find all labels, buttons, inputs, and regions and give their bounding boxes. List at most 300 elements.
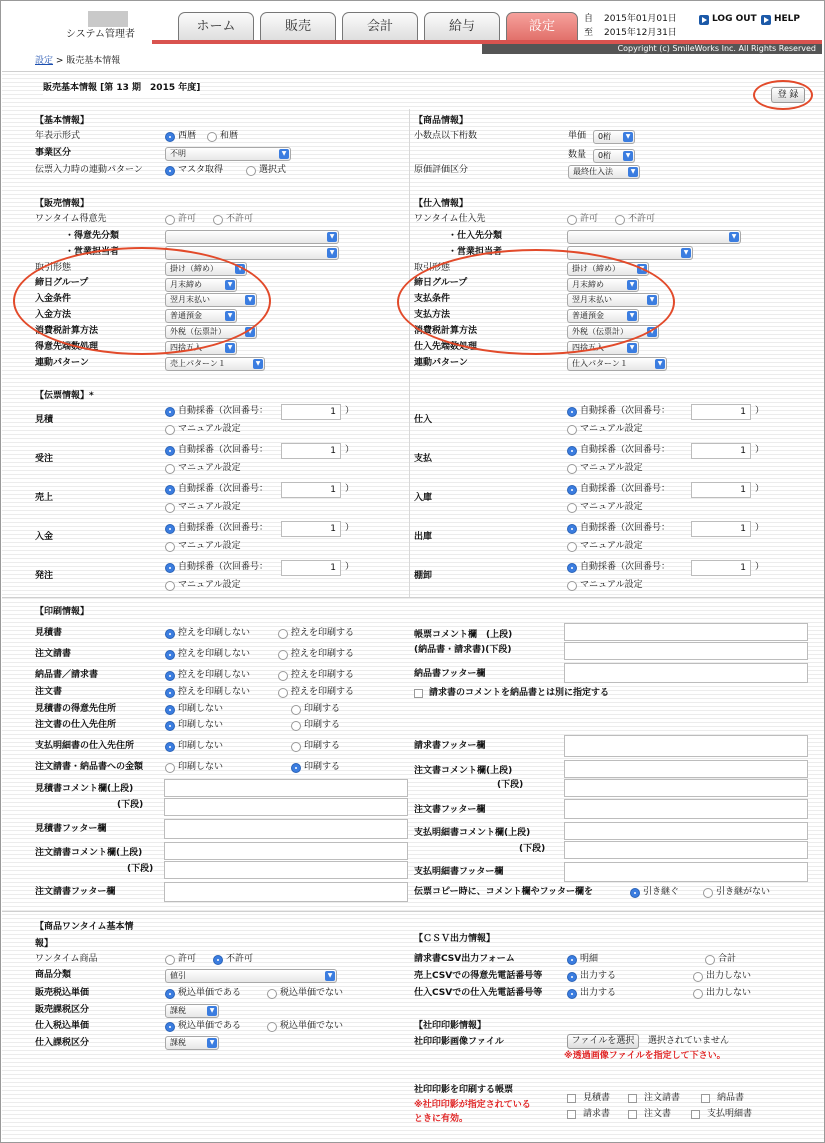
item-sales-kbn-value: 課税: [170, 1006, 186, 1015]
pay-address-yes-radio[interactable]: [291, 742, 301, 752]
order-address-no-radio[interactable]: [165, 721, 175, 731]
chumon-comment-upper-input[interactable]: [164, 842, 408, 860]
logout-icon[interactable]: [699, 15, 709, 25]
denpyo-right-auto-radio-4[interactable]: [567, 563, 577, 573]
copyright-bar: Copyright (c) SmileWorks Inc. All Rights Reserved: [482, 44, 822, 54]
period-from: 2015年01月01日: [604, 14, 677, 24]
purchase-onetime-label: ワンタイム仕入先: [414, 214, 486, 224]
chumon-uke-hikae-no-radio[interactable]: [165, 650, 175, 660]
sales-rounding-label: 得意先端数処理: [35, 342, 99, 352]
order-comment-lower-input[interactable]: [564, 779, 808, 797]
purchase-class-label: ・仕入先分類: [448, 231, 503, 241]
order-footer-label: 注文書フッター欄: [414, 805, 486, 815]
denpyo-close-paren: ）: [755, 523, 765, 533]
csv-sales-noout-radio[interactable]: [693, 972, 703, 982]
chohyo-comment-label: 帳票コメント欄 (上段): [414, 630, 513, 640]
denpyo-auto-label: 自動採番（次回番号：: [178, 562, 269, 572]
mitsu-footer-input[interactable]: [164, 819, 408, 839]
select-label: 選択式: [259, 165, 287, 175]
seal-seikyu-checkbox[interactable]: [567, 1110, 576, 1119]
qty-value: 0桁: [598, 151, 612, 160]
period-to: 2015年12月31日: [604, 28, 677, 38]
denpyo-right-manual-radio-0[interactable]: [567, 425, 577, 435]
mitsu-comment-label: 見積書コメント欄(上段): [35, 784, 134, 794]
seal-warning: ※透過画像ファイルを指定して下さい。: [564, 1051, 726, 1061]
denpyo-left-label-0: 見積: [35, 415, 54, 425]
chumon-comment-lower-input[interactable]: [164, 861, 408, 879]
no-print-label: 印刷しない: [178, 704, 224, 714]
denpyo-left-manual-radio-0[interactable]: [165, 425, 175, 435]
sales-torihiki-value: 掛け（締め）: [170, 264, 218, 273]
denpyo-left-auto-radio-4[interactable]: [165, 563, 175, 573]
denpyo-left-next-number-4[interactable]: 1: [281, 560, 341, 576]
unit-price-label: 単価: [568, 131, 587, 141]
denpyo-left-auto-radio-1[interactable]: [165, 446, 175, 456]
denpyo-right-manual-radio-3[interactable]: [567, 542, 577, 552]
purchase-torihiki-value: 掛け（締め）: [572, 264, 620, 273]
denpyo-left-label-2: 売上: [35, 493, 54, 503]
purchase-rendo-select[interactable]: [567, 357, 667, 371]
csv-purchase-tel-label: 仕入CSVでの仕入先電話番号等: [414, 988, 543, 998]
tab-settings[interactable]: 設定: [506, 12, 578, 42]
chevron-down-icon: ▼: [225, 343, 235, 353]
sales-deny-radio[interactable]: [213, 215, 223, 225]
hikae-yes-label: 控えを印刷する: [291, 670, 355, 680]
tax-excl-label: 税込単価でない: [280, 1021, 344, 1031]
denpyo-manual-label: マニュアル設定: [178, 580, 241, 590]
item-sales-kbn-label: 販売課税区分: [35, 1005, 90, 1015]
csv-sales-out-radio[interactable]: [567, 972, 577, 982]
csv-sales-tel-label: 売上CSVでの得意先電話番号等: [414, 971, 543, 981]
pay-method-label: 支払方法: [414, 310, 451, 320]
mitsu-comment-upper-input[interactable]: [164, 779, 408, 797]
sales-tax-excl-radio[interactable]: [267, 989, 277, 999]
item-deny-radio[interactable]: [213, 955, 223, 965]
sales-class-label: ・得意先分類: [65, 231, 120, 241]
copy-nokeep-radio[interactable]: [703, 888, 713, 898]
chevron-down-icon: ▼: [245, 295, 255, 305]
nohin-footer-input[interactable]: [564, 663, 808, 683]
seal-section-title: 【社印印影情報】: [414, 1021, 487, 1031]
seal-seikyu-label: 請求書: [583, 1109, 611, 1119]
chevron-down-icon: ▼: [327, 232, 337, 242]
purchase-rendo-value: 仕入パターン１: [572, 359, 628, 368]
denpyo-auto-label: 自動採番（次回番号：: [580, 445, 671, 455]
denpyo-close-paren: ）: [755, 484, 765, 494]
chevron-down-icon: ▼: [207, 1006, 217, 1016]
denpyo-right-label-4: 棚卸: [414, 571, 433, 581]
seireki-radio[interactable]: [165, 132, 175, 142]
chevron-down-icon: ▼: [623, 132, 633, 142]
nyukin-method-value: 普通預金: [170, 311, 202, 320]
purchase-rendo-label: 連動パターン: [414, 358, 468, 368]
annotation-ellipse-register: [753, 80, 813, 110]
order-footer-input[interactable]: [564, 799, 808, 819]
denpyo-close-paren: ）: [345, 562, 355, 572]
denpyo-left-auto-radio-0[interactable]: [165, 407, 175, 417]
seal-note-1: ※社印印影が指定されている: [414, 1100, 531, 1110]
chevron-down-icon: ▼: [207, 1038, 217, 1048]
rendo-label: 伝票入力時の連動パターン: [35, 165, 143, 175]
product-section-title: 【商品情報】: [414, 116, 469, 126]
denpyo-manual-label: マニュアル設定: [178, 424, 241, 434]
tab-home[interactable]: ホーム: [178, 12, 254, 42]
denpyo-right-label-1: 支払: [414, 454, 433, 464]
chumon-footer-input[interactable]: [164, 882, 408, 902]
denpyo-left-label-4: 発注: [35, 571, 54, 581]
denpyo-left-manual-radio-3[interactable]: [165, 542, 175, 552]
nohin-hikae-no-radio[interactable]: [165, 671, 175, 681]
denpyo-right-auto-radio-3[interactable]: [567, 524, 577, 534]
purchase-tax-value: 外税（伝票計）: [572, 327, 628, 336]
nohin-hikae-yes-radio[interactable]: [278, 671, 288, 681]
app-header: [2, 2, 824, 54]
sales-torihiki-label: 取引形態: [35, 263, 72, 273]
print-row-chumon: 注文書: [35, 687, 63, 697]
chevron-down-icon: ▼: [627, 280, 637, 290]
denpyo-close-paren: ）: [345, 406, 355, 416]
jigyo-label: 事業区分: [35, 148, 72, 158]
denpyo-section-title: 【伝票情報】*: [35, 391, 94, 401]
wareki-label: 和暦: [220, 131, 239, 141]
hikae-yes-label: 控えを印刷する: [291, 649, 355, 659]
denpyo-right-auto-radio-0[interactable]: [567, 407, 577, 417]
print-row-mitsumori: 見積書: [35, 628, 63, 638]
header-divider: [2, 71, 824, 72]
tab-sales[interactable]: 販売: [260, 12, 336, 42]
denpyo-manual-label: マニュアル設定: [178, 541, 241, 551]
purchase-allow-radio[interactable]: [567, 215, 577, 225]
print-label: 印刷する: [304, 704, 341, 714]
copy-nokeep-label: 引き継がない: [716, 887, 771, 897]
denpyo-auto-label: 自動採番（次回番号：: [178, 406, 269, 416]
nohin-footer-label: 納品書フッター欄: [414, 669, 486, 679]
pay-cond-label: 支払条件: [414, 294, 451, 304]
denpyo-right-next-number-1[interactable]: 1: [691, 443, 751, 459]
hikae-no-label: 控えを印刷しない: [178, 628, 251, 638]
denpyo-left-manual-radio-4[interactable]: [165, 581, 175, 591]
denpyo-left-manual-radio-1[interactable]: [165, 464, 175, 474]
wareki-radio[interactable]: [207, 132, 217, 142]
qty-label: 数量: [568, 150, 587, 160]
seal-note-2: ときに有効。: [414, 1114, 469, 1124]
purchase-rounding-label: 仕入先端数処理: [414, 342, 478, 352]
chohyo-comment-upper-input[interactable]: [564, 623, 808, 641]
copy-keep-radio[interactable]: [630, 888, 640, 898]
shiharai-comment-label: 支払明細書コメント欄(上段): [414, 828, 531, 838]
item-purchase-tax-label: 仕入税込単価: [35, 1021, 90, 1031]
chevron-down-icon: ▼: [225, 311, 235, 321]
denpyo-right-manual-radio-1[interactable]: [567, 464, 577, 474]
print-row-mitsu-address: 見積書の得意先住所: [35, 704, 117, 714]
chumon-footer-label: 注文請書フッター欄: [35, 887, 116, 897]
hikae-no-label: 控えを印刷しない: [178, 649, 251, 659]
separate-comment-checkbox[interactable]: [414, 689, 423, 698]
denpyo-right-manual-radio-2[interactable]: [567, 503, 577, 513]
help-icon[interactable]: [761, 15, 771, 25]
denpyo-left-auto-radio-3[interactable]: [165, 524, 175, 534]
chumon-comment-label: 注文請書コメント欄(上段): [35, 848, 143, 858]
order-address-yes-radio[interactable]: [291, 721, 301, 731]
sales-allow-label: 許可: [178, 214, 197, 224]
purchase-staff-label: ・営業担当者: [448, 247, 503, 257]
item-bunrui-value: 値引: [170, 971, 186, 980]
seal-nohin-checkbox[interactable]: [701, 1094, 710, 1103]
denpyo-right-label-3: 出庫: [414, 532, 433, 542]
purchase-deny-radio[interactable]: [615, 215, 625, 225]
help-link[interactable]: HELP: [774, 14, 801, 24]
breadcrumb-separator: >: [53, 56, 67, 66]
tab-accounting[interactable]: 会計: [342, 12, 418, 42]
denpyo-right-auto-radio-1[interactable]: [567, 446, 577, 456]
item-bunrui-select[interactable]: [165, 969, 337, 983]
chevron-down-icon: ▼: [647, 295, 657, 305]
denpyo-right-next-number-3[interactable]: 1: [691, 521, 751, 537]
csv-meisai-radio[interactable]: [567, 955, 577, 965]
chevron-down-icon: ▼: [327, 248, 337, 258]
mitsu-address-yes-radio[interactable]: [291, 705, 301, 715]
chumon-hikae-yes-radio[interactable]: [278, 688, 288, 698]
csv-purchase-out-radio[interactable]: [567, 989, 577, 999]
print-row-amount: 注文請書・納品書への金額: [35, 762, 144, 772]
annotation-ellipse-sales: [13, 247, 271, 355]
seal-nohin-label: 納品書: [717, 1093, 745, 1103]
chevron-down-icon: ▼: [279, 149, 289, 159]
tax-excl-label: 税込単価でない: [280, 988, 344, 998]
chevron-down-icon: ▼: [225, 280, 235, 290]
print-divider: [2, 597, 824, 598]
seal-mitsumori-checkbox[interactable]: [567, 1094, 576, 1103]
sales-onetime-label: ワンタイム得意先: [35, 214, 107, 224]
mitsu-comment-lower-input[interactable]: [164, 798, 408, 816]
denpyo-left-label-1: 受注: [35, 454, 54, 464]
chumon-uke-hikae-yes-radio[interactable]: [278, 650, 288, 660]
cost-method-select[interactable]: [568, 165, 640, 179]
print-row-order-address: 注文書の仕入先住所: [35, 720, 117, 730]
chumon-comment-lower-label: (下段): [127, 864, 154, 874]
print-label: 印刷する: [304, 720, 341, 730]
amount-yes-radio[interactable]: [291, 763, 301, 773]
sales-rounding-value: 四捨五入: [170, 343, 202, 352]
mitsumori-hikae-no-radio[interactable]: [165, 629, 175, 639]
seal-chumon-label: 注文書: [644, 1109, 672, 1119]
amount-no-radio[interactable]: [165, 763, 175, 773]
shiharai-comment-upper-input[interactable]: [564, 822, 808, 840]
seal-shiharai-checkbox[interactable]: [691, 1110, 700, 1119]
print-row-pay-address: 支払明細書の仕入先住所: [35, 741, 135, 751]
denpyo-right-next-number-4[interactable]: 1: [691, 560, 751, 576]
unit-price-select[interactable]: [593, 130, 635, 144]
denpyo-right-next-number-0[interactable]: 1: [691, 404, 751, 420]
purchase-tax-excl-radio[interactable]: [267, 1022, 277, 1032]
hikae-no-label: 控えを印刷しない: [178, 687, 251, 697]
shiharai-comment-lower-label: (下段): [519, 844, 546, 854]
master-label: マスタ取得: [178, 165, 224, 175]
mitsumori-hikae-yes-radio[interactable]: [278, 629, 288, 639]
page-title: 販売基本情報 [第 13 期 2015 年度]: [43, 83, 201, 93]
item-onetime-label: ワンタイム商品: [35, 954, 98, 964]
denpyo-manual-label: マニュアル設定: [580, 463, 643, 473]
sales-tax-label: 消費税計算方法: [35, 326, 99, 336]
denpyo-left-label-3: 入金: [35, 532, 54, 542]
pay-address-no-radio[interactable]: [165, 742, 175, 752]
denpyo-left-auto-radio-2[interactable]: [165, 485, 175, 495]
hikae-yes-label: 控えを印刷する: [291, 628, 355, 638]
csv-meisai-label: 明細: [580, 954, 599, 964]
csv-purchase-noout-radio[interactable]: [693, 989, 703, 999]
seal-chumon-checkbox[interactable]: [628, 1110, 637, 1119]
print-row-nohin: 納品書／請求書: [35, 670, 99, 680]
shiharai-comment-lower-input[interactable]: [564, 841, 808, 859]
denpyo-right-label-2: 入庫: [414, 493, 433, 503]
sales-tax-incl-radio[interactable]: [165, 989, 175, 999]
shiharai-footer-input[interactable]: [564, 862, 808, 882]
seikyu-footer-input[interactable]: [564, 735, 808, 757]
denpyo-left-next-number-0[interactable]: 1: [281, 404, 341, 420]
jigyo-value: 不明: [170, 149, 186, 158]
chevron-down-icon: ▼: [627, 343, 637, 353]
item-sales-kbn-select[interactable]: [165, 1004, 219, 1018]
denpyo-auto-label: 自動採番（次回番号：: [580, 562, 671, 572]
mitsu-address-no-radio[interactable]: [165, 705, 175, 715]
jigyo-select[interactable]: [165, 147, 291, 161]
sales-rendo-select[interactable]: [165, 357, 265, 371]
denpyo-left-manual-radio-2[interactable]: [165, 503, 175, 513]
csv-section-title: 【ＣＳＶ出力情報】: [414, 934, 496, 944]
sales-class-select[interactable]: [165, 230, 339, 244]
seal-chumon-uke-checkbox[interactable]: [628, 1094, 637, 1103]
denpyo-auto-label: 自動採番（次回番号：: [178, 484, 269, 494]
no-print-label: 印刷しない: [178, 741, 224, 751]
tab-payroll[interactable]: 給与: [424, 12, 500, 42]
company-logo: [88, 11, 128, 27]
sales-shime-value: 月末締め: [170, 280, 202, 289]
denpyo-manual-label: マニュアル設定: [178, 463, 241, 473]
denpyo-manual-label: マニュアル設定: [580, 541, 643, 551]
seal-shiharai-label: 支払明細書: [707, 1109, 753, 1119]
csv-form-label: 請求書CSV出力フォーム: [414, 954, 515, 964]
chevron-down-icon: ▼: [253, 359, 263, 369]
denpyo-close-paren: ）: [345, 523, 355, 533]
denpyo-left-next-number-1[interactable]: 1: [281, 443, 341, 459]
denpyo-close-paren: ）: [345, 484, 355, 494]
item-purchase-kbn-label: 仕入課税区分: [35, 1038, 90, 1048]
nyukin-cond-value: 翌月末払い: [170, 295, 210, 304]
breadcrumb-root[interactable]: 設定: [35, 56, 54, 66]
chohyo-comment-lower-input[interactable]: [564, 642, 808, 660]
seal-file-label: 社印印影画像ファイル: [414, 1037, 504, 1047]
chevron-down-icon: ▼: [325, 971, 335, 981]
purchase-tax-incl-radio[interactable]: [165, 1022, 175, 1032]
denpyo-left-next-number-3[interactable]: 1: [281, 521, 341, 537]
csv-gokei-radio[interactable]: [705, 955, 715, 965]
chevron-down-icon: ▼: [647, 327, 657, 337]
qty-select[interactable]: [593, 149, 635, 163]
decimals-label: 小数点以下桁数: [414, 131, 478, 141]
sales-rendo-value: 売上パターン１: [170, 359, 226, 368]
purchase-class-select[interactable]: [567, 230, 741, 244]
item-section-title: 【商品ワンタイム基本情: [35, 922, 134, 932]
denpyo-manual-label: マニュアル設定: [580, 580, 643, 590]
choose-file-button[interactable]: ファイルを選択: [567, 1034, 639, 1049]
purchase-shime-value: 月末締め: [572, 280, 604, 289]
item-allow-label: 許可: [178, 954, 197, 964]
chevron-down-icon: ▼: [628, 167, 638, 177]
purchase-shime-label: 締日グループ: [414, 278, 468, 288]
print-label: 印刷する: [304, 741, 341, 751]
breadcrumb: [35, 55, 120, 68]
logout-link[interactable]: LOG OUT: [712, 14, 757, 24]
item-purchase-kbn-select[interactable]: [165, 1036, 219, 1050]
select-radio[interactable]: [246, 166, 256, 176]
basic-section-title: 【基本情報】: [35, 116, 90, 126]
period-from-label: 自: [584, 14, 594, 24]
copy-keep-label: 引き継ぐ: [643, 887, 680, 897]
purchase-allow-label: 許可: [580, 214, 599, 224]
register-button[interactable]: 登 録: [771, 87, 805, 103]
user-name: システム管理者: [66, 29, 135, 40]
order-comment-label: 注文書コメント欄(上段): [414, 766, 513, 776]
chevron-down-icon: ▼: [245, 327, 255, 337]
hikae-no-label: 控えを印刷しない: [178, 670, 251, 680]
sales-section-title: 【販売情報】: [35, 199, 90, 209]
mitsu-footer-label: 見積書フッター欄: [35, 824, 107, 834]
item-section-title-cont: 報】: [35, 939, 54, 949]
item-allow-radio[interactable]: [165, 955, 175, 965]
column-divider: [409, 109, 410, 597]
csv-noout-label: 出力しない: [706, 988, 752, 998]
purchase-deny-label: 不許可: [628, 214, 656, 224]
denpyo-manual-label: マニュアル設定: [178, 502, 241, 512]
order-comment-lower-label: (下段): [497, 780, 524, 790]
denpyo-right-manual-radio-4[interactable]: [567, 581, 577, 591]
sales-tax-value: 外税（伝票計）: [170, 327, 226, 336]
denpyo-right-label-0: 仕入: [414, 415, 433, 425]
denpyo-auto-label: 自動採番（次回番号：: [178, 523, 269, 533]
denpyo-close-paren: ）: [755, 406, 765, 416]
nyukin-method-label: 入金方法: [35, 310, 72, 320]
chevron-down-icon: ▼: [637, 264, 647, 274]
purchase-torihiki-label: 取引形態: [414, 263, 451, 273]
denpyo-right-auto-radio-2[interactable]: [567, 485, 577, 495]
denpyo-left-next-number-2[interactable]: 1: [281, 482, 341, 498]
hikae-yes-label: 控えを印刷する: [291, 687, 355, 697]
order-comment-upper-input[interactable]: [564, 760, 808, 778]
annotation-ellipse-purchase: [397, 249, 675, 355]
denpyo-auto-label: 自動採番（次回番号：: [580, 406, 671, 416]
pay-cond-value: 翌月末払い: [572, 295, 612, 304]
csv-out-label: 出力する: [580, 988, 617, 998]
master-radio[interactable]: [165, 166, 175, 176]
item-bunrui-label: 商品分類: [35, 970, 72, 980]
period-to-label: 至: [584, 28, 594, 38]
tax-incl-label: 税込単価である: [178, 1021, 242, 1031]
no-print-label: 印刷しない: [178, 720, 224, 730]
separate-comment-label: 請求書のコメントを納品書とは別に指定する: [429, 688, 610, 698]
sales-allow-radio[interactable]: [165, 215, 175, 225]
denpyo-auto-label: 自動採番（次回番号：: [178, 445, 269, 455]
seal-chumon-uke-label: 注文請書: [644, 1093, 681, 1103]
breadcrumb-current: 販売基本情報: [66, 56, 121, 66]
chumon-hikae-no-radio[interactable]: [165, 688, 175, 698]
sales-staff-label: ・営業担当者: [65, 247, 120, 257]
purchase-rounding-value: 四捨五入: [572, 343, 604, 352]
print-section-title: 【印刷情報】: [35, 607, 90, 617]
denpyo-right-next-number-2[interactable]: 1: [691, 482, 751, 498]
sales-shime-label: 締日グループ: [35, 278, 89, 288]
cost-method-value: 最終仕入法: [573, 167, 613, 176]
purchase-section-title: 【仕入情報】: [414, 199, 469, 209]
